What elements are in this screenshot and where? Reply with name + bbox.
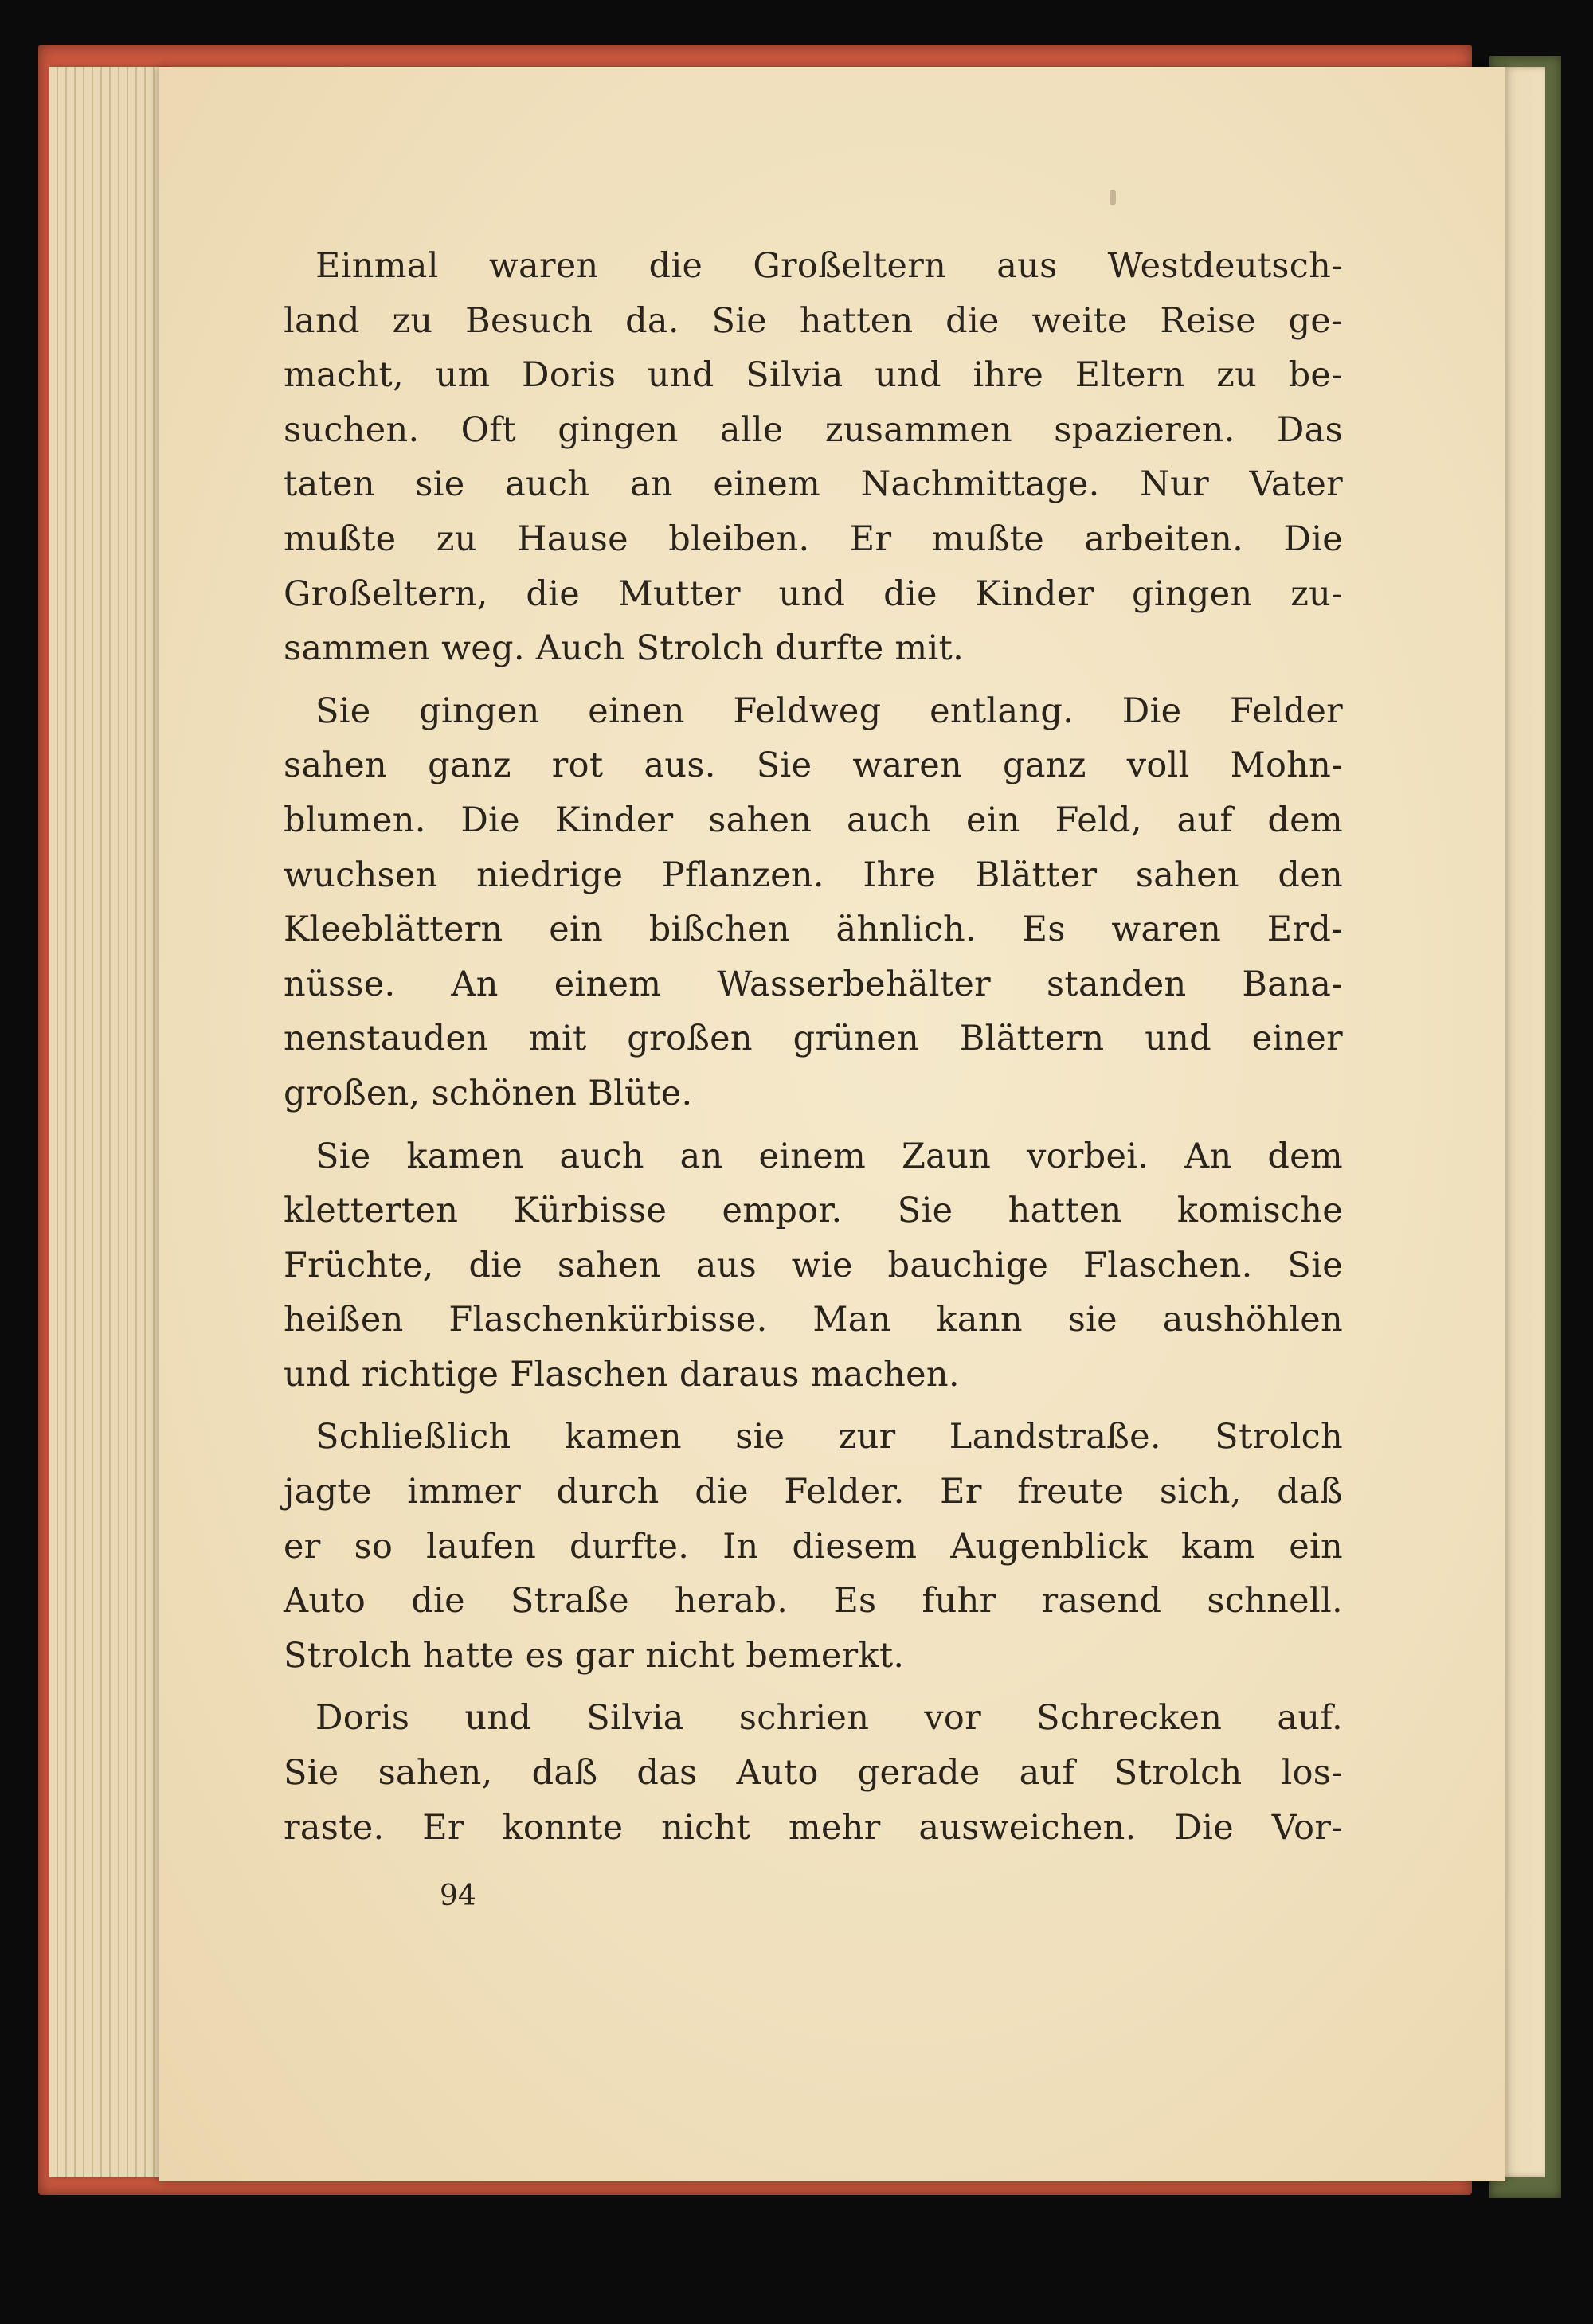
text-line: mußte zu Hause bleiben. Er mußte arbeiten. Die [284, 518, 1343, 559]
text-line: Schließlich kamen sie zur Landstraße. Strolch [315, 1417, 1343, 1457]
paper-spot [1110, 190, 1116, 205]
text-line: Großeltern, die Mutter und die Kinder gingen zu- [284, 573, 1343, 614]
paragraph-2 [284, 684, 1343, 1121]
text-line: Strolch hatte es gar nicht bemerkt. [284, 1635, 905, 1676]
text-line: kletterten Kürbisse empor. Sie hatten komische [284, 1191, 1343, 1231]
text-line: heißen Flaschenkürbisse. Man kann sie aushöhlen [284, 1300, 1343, 1340]
text-line: taten sie auch an einem Nachmittage. Nur Vater [284, 464, 1343, 505]
text-line: sahen ganz rot aus. Sie waren ganz voll Mohn- [284, 745, 1343, 786]
page-text [284, 239, 1343, 1863]
text-line: und richtige Flaschen daraus machen. [284, 1354, 960, 1395]
text-line: macht, um Doris und Silvia und ihre Eltern zu be- [284, 355, 1343, 396]
text-line: suchen. Oft gingen alle zusammen spazieren. Das [284, 409, 1343, 450]
text-line: Auto die Straße herab. Es fuhr rasend schnell. [284, 1581, 1343, 1622]
text-line: land zu Besuch da. Sie hatten die weite Reise ge- [284, 300, 1343, 341]
text-line: nüsse. An einem Wasserbehälter standen Bana- [284, 964, 1343, 1004]
paragraph-5 [284, 1691, 1343, 1855]
text-line: jagte immer durch die Felder. Er freute sich, daß [284, 1472, 1343, 1512]
text-line: Kleeblättern ein bißchen ähnlich. Es waren Erd- [284, 910, 1343, 950]
text-line: Früchte, die sahen aus wie bauchige Flaschen. Sie [284, 1245, 1343, 1285]
text-line: wuchsen niedrige Pflanzen. Ihre Blätter sahen den [284, 855, 1343, 895]
paragraph-3 [284, 1129, 1343, 1403]
text-line: blumen. Die Kinder sahen auch ein Feld, auf dem [284, 800, 1343, 840]
text-line: er so laufen durfte. In diesem Augenblick kam ein [284, 1526, 1343, 1567]
text-line: Sie sahen, daß das Auto gerade auf Strolch los- [284, 1753, 1343, 1794]
paragraph-1 [284, 239, 1343, 676]
text-line: Sie gingen einen Feldweg entlang. Die Felder [315, 691, 1343, 731]
text-line: Einmal waren die Großeltern aus Westdeutsch- [315, 246, 1343, 286]
paragraph-4 [284, 1410, 1343, 1683]
text-line: Doris und Silvia schrien vor Schrecken auf. [315, 1698, 1343, 1739]
page-number: 94 [440, 1880, 476, 1912]
text-line: raste. Er konnte nicht mehr ausweichen. Die Vor- [284, 1807, 1343, 1848]
text-line: nenstauden mit großen grünen Blättern und einer [284, 1019, 1343, 1059]
text-line: sammen weg. Auch Strolch durfte mit. [284, 628, 965, 669]
text-line: Sie kamen auch an einem Zaun vorbei. An dem [315, 1136, 1343, 1176]
page-edges-left [49, 67, 169, 2177]
text-line: großen, schönen Blüte. [284, 1073, 693, 1113]
